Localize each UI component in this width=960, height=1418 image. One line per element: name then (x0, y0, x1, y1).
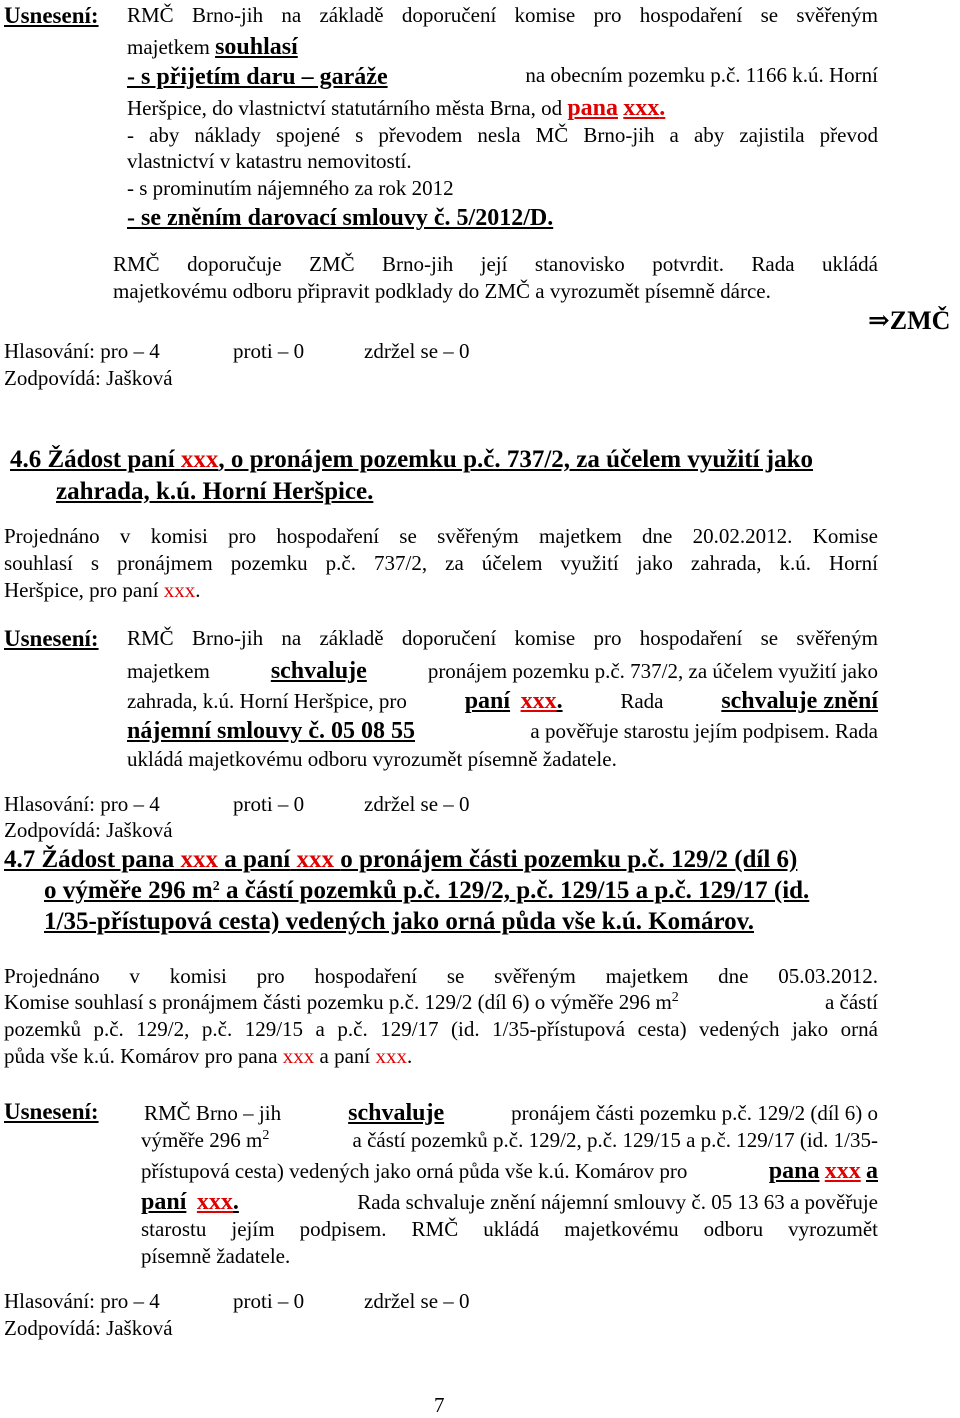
responsible-line: Zodpovídá: Jašková (4, 818, 173, 842)
resolution-label: Usnesení: (4, 626, 99, 651)
item-heading: 4.6 Žádost paní xxx, o pronájem pozemku p.č. 737/2, za účelem využití jako (10, 446, 814, 473)
page-number: 7 (434, 1393, 445, 1417)
item-heading: 4.7 Žádost pana xxx a paní xxx o pronájem části pozemku p.č. 129/2 (díl 6) (4, 846, 798, 873)
vote-against: proti – 0 (233, 1289, 305, 1313)
vote-abstain: zdržel se – 0 (364, 792, 470, 816)
vote-abstain: zdržel se – 0 (364, 339, 470, 363)
resolution-line: zahrada, k.ú. Horní Heršpice, pro paní xxx. Rada schvaluje znění (127, 688, 878, 714)
vote-against: proti – 0 (233, 339, 305, 363)
resolution-line: paní xxx. Rada schvaluje znění nájemní smlouvy č. 05 13 63 a pověřuje (141, 1189, 878, 1215)
vote-line: Hlasování: pro – 4 (4, 792, 160, 816)
resolution-line: Heršpice, do vlastnictví statutárního města Brna, od pana xxx. (127, 95, 666, 121)
resolution-line: písemně žadatele. (141, 1244, 291, 1268)
zmc-arrow-note: ⇒ZMČ (868, 306, 951, 335)
resolution-line: - s přijetím daru – garáže na obecním pozemku p.č. 1166 k.ú. Horní (127, 63, 878, 90)
vote-line: Hlasování: pro – 4 (4, 339, 160, 363)
resolution-line: přístupová cesta) vedených jako orná půda vše k.ú. Komárov pro pana xxx a (141, 1158, 878, 1184)
vote-line: Hlasování: pro – 4 (4, 1289, 160, 1313)
resolution-line: majetkem schvaluje pronájem pozemku p.č. 737/2, za účelem využití jako (127, 658, 878, 684)
resolution-line: vlastnictví v katastru nemovitostí. (127, 149, 412, 173)
paragraph-line: pozemků p.č. 129/2, p.č. 129/15 a p.č. 129/17 (id. 1/35-přístupová cesta) vedených jako orná (4, 1017, 878, 1041)
resolution-line: - se zněním darovací smlouvy č. 5/2012/D. (127, 205, 554, 231)
decision-word: souhlasí (215, 34, 298, 60)
item-heading-cont: 1/35-přístupová cesta) vedených jako orná půda vše k.ú. Komárov. (44, 908, 755, 935)
vote-abstain: zdržel se – 0 (364, 1289, 470, 1313)
resolution-line: nájemní smlouvy č. 05 08 55 a pověřuje starostu jejím podpisem. Rada (127, 718, 878, 744)
resolution-line: starostu jejím podpisem. RMČ ukládá majetkovému odboru vyrozumět (141, 1217, 878, 1241)
resolution-line: ukládá majetkovému odboru vyrozumět písemně žadatele. (127, 747, 617, 771)
vote-against: proti – 0 (233, 792, 305, 816)
paragraph-line: Komise souhlasí s pronájmem části pozemku p.č. 129/2 (díl 6) o výměře 296 $m^2$ a částí (4, 990, 878, 1014)
responsible-line: Zodpovídá: Jašková (4, 366, 173, 390)
item-heading-cont: zahrada, k.ú. Horní Heršpice. (56, 478, 374, 505)
resolution-line: výměře 296 $m^2$ a částí pozemků p.č. 129/2, p.č. 129/15 a p.č. 129/17 (id. 1/35- (141, 1128, 878, 1152)
resolution-line: - aby náklady spojené s převodem nesla MČ Brno-jih a aby zajistila převod (127, 123, 878, 147)
recommendation-line: RMČ doporučuje ZMČ Brno-jih její stanovisko potvrdit. Rada ukládá (113, 252, 878, 276)
resolution-line: - s prominutím nájemného za rok 2012 (127, 176, 454, 200)
paragraph-line: Projednáno v komisi pro hospodaření se svěřeným majetkem dne 20.02.2012. Komise (4, 524, 878, 548)
paragraph-line: půda vše k.ú. Komárov pro pana xxx a paní xxx. (4, 1044, 413, 1068)
paragraph-line: Heršpice, pro paní xxx. (4, 578, 201, 602)
resolution-line: RMČ Brno-jih na základě doporučení komise pro hospodaření se svěřeným (127, 3, 878, 27)
resolution-line: RMČ Brno – jih schvaluje pronájem části pozemku p.č. 129/2 (díl 6) o (144, 1100, 878, 1126)
resolution-label: Usnesení: (4, 1099, 99, 1124)
paragraph-line: souhlasí s pronájmem pozemku p.č. 737/2, za účelem využití jako zahrada, k.ú. Horní (4, 551, 878, 575)
resolution-label: Usnesení: (4, 3, 99, 28)
resolution-line: RMČ Brno-jih na základě doporučení komise pro hospodaření se svěřeným (127, 626, 878, 650)
paragraph-line: Projednáno v komisi pro hospodaření se svěřeným majetkem dne 05.03.2012. (4, 964, 878, 988)
item-heading-cont: o výměře 296 $m^2$ a částí pozemků p.č. 129/2, p.č. 129/15 a p.č. 129/17 (id. (44, 877, 810, 904)
responsible-line: Zodpovídá: Jašková (4, 1316, 173, 1340)
recommendation-line: majetkovému odboru připravit podklady do ZMČ a vyrozumět písemně dárce. (113, 279, 771, 303)
resolution-line: majetkem souhlasí (127, 34, 298, 60)
